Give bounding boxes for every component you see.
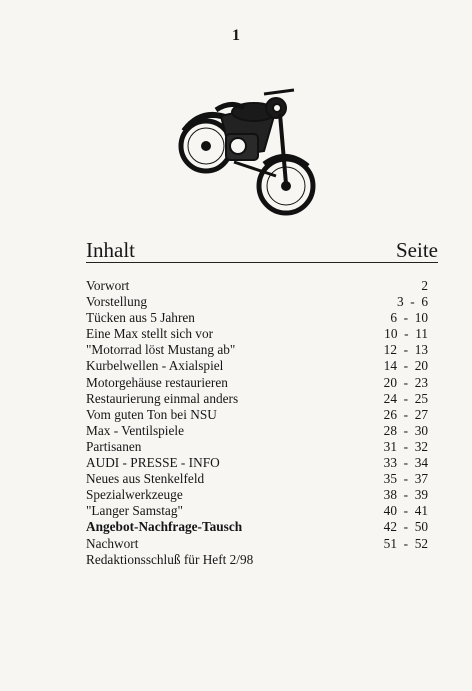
toc-entry: [86, 407, 428, 423]
toc-entry-pages: 28 - 30: [383, 422, 428, 438]
table-of-contents: [86, 278, 428, 568]
toc-entry: [86, 310, 428, 326]
toc-entry-pages: 33 - 34: [383, 455, 428, 471]
toc-entry-pages: 12 - 13: [383, 342, 428, 358]
toc-entry-title: Restaurierung einmal anders: [86, 390, 239, 406]
toc-entry-title: Max - Ventilspiele: [86, 422, 184, 438]
toc-header: [86, 236, 438, 263]
toc-entry-pages: 42 - 50: [383, 519, 428, 535]
toc-entry-title: Tücken aus 5 Jahren: [86, 310, 195, 326]
toc-entry: [86, 326, 428, 342]
toc-entry: [86, 278, 428, 294]
toc-entry: [86, 455, 428, 471]
toc-entry-pages: 35 - 37: [383, 471, 428, 487]
toc-entry: [86, 536, 428, 552]
toc-entry-pages: 38 - 39: [383, 487, 428, 503]
toc-entry-pages: 3 - 6: [396, 294, 428, 310]
toc-entry-pages: 51 - 52: [383, 535, 428, 551]
motorcycle-illustration: [176, 86, 326, 226]
toc-entry-title: Motorgehäuse restaurieren: [86, 374, 228, 390]
toc-entry-pages: 20 - 23: [383, 374, 428, 390]
toc-entry: [86, 519, 428, 535]
toc-entry: [86, 503, 428, 519]
toc-entry-title: Neues aus Stenkelfeld: [86, 471, 205, 487]
toc-entry: [86, 358, 428, 374]
toc-entry-title: Spezialwerkzeuge: [86, 487, 183, 503]
toc-entry: [86, 487, 428, 503]
toc-entry: [86, 294, 428, 310]
toc-entry: [86, 342, 428, 358]
toc-entry-title: Vom guten Ton bei NSU: [86, 406, 217, 422]
toc-entry-pages: 14 - 20: [383, 358, 428, 374]
toc-entry-title: Angebot-Nachfrage-Tausch: [86, 519, 243, 535]
toc-entry-pages: 26 - 27: [383, 406, 428, 422]
toc-entry: [86, 552, 428, 568]
toc-entry-pages: 10 - 11: [384, 326, 428, 342]
toc-entry-title: Eine Max stellt sich vor: [86, 326, 214, 342]
toc-entry-title: Redaktionsschluß für Heft 2/98: [86, 551, 254, 567]
toc-entry-title: AUDI - PRESSE - INFO: [86, 455, 220, 471]
toc-entry-title: Vorwort: [86, 278, 130, 293]
toc-entry: [86, 375, 428, 391]
toc-entry-pages: 40 - 41: [383, 503, 428, 519]
toc-entry-pages: 2: [421, 278, 428, 293]
toc-entry-title: Nachwort: [86, 535, 139, 551]
toc-entry-pages: 6 - 10: [390, 310, 428, 326]
toc-entry: [86, 471, 428, 487]
toc-entry-title: Kurbelwellen - Axialspiel: [86, 358, 224, 374]
toc-entry-title: "Motorrad löst Mustang ab": [86, 342, 236, 358]
toc-entry: [86, 391, 428, 407]
toc-entry: [86, 423, 428, 439]
toc-entry-title: Partisanen: [86, 438, 142, 454]
page-number: 1: [232, 27, 240, 44]
toc-entry: [86, 439, 428, 455]
toc-entry-title: Vorstellung: [86, 294, 148, 310]
toc-heading: Inhalt: [86, 238, 135, 262]
toc-entry-title: "Langer Samstag": [86, 503, 183, 519]
toc-entry-pages: 31 - 32: [383, 438, 428, 454]
page-column-label: Seite: [396, 238, 438, 262]
toc-entry-pages: 24 - 25: [383, 390, 428, 406]
